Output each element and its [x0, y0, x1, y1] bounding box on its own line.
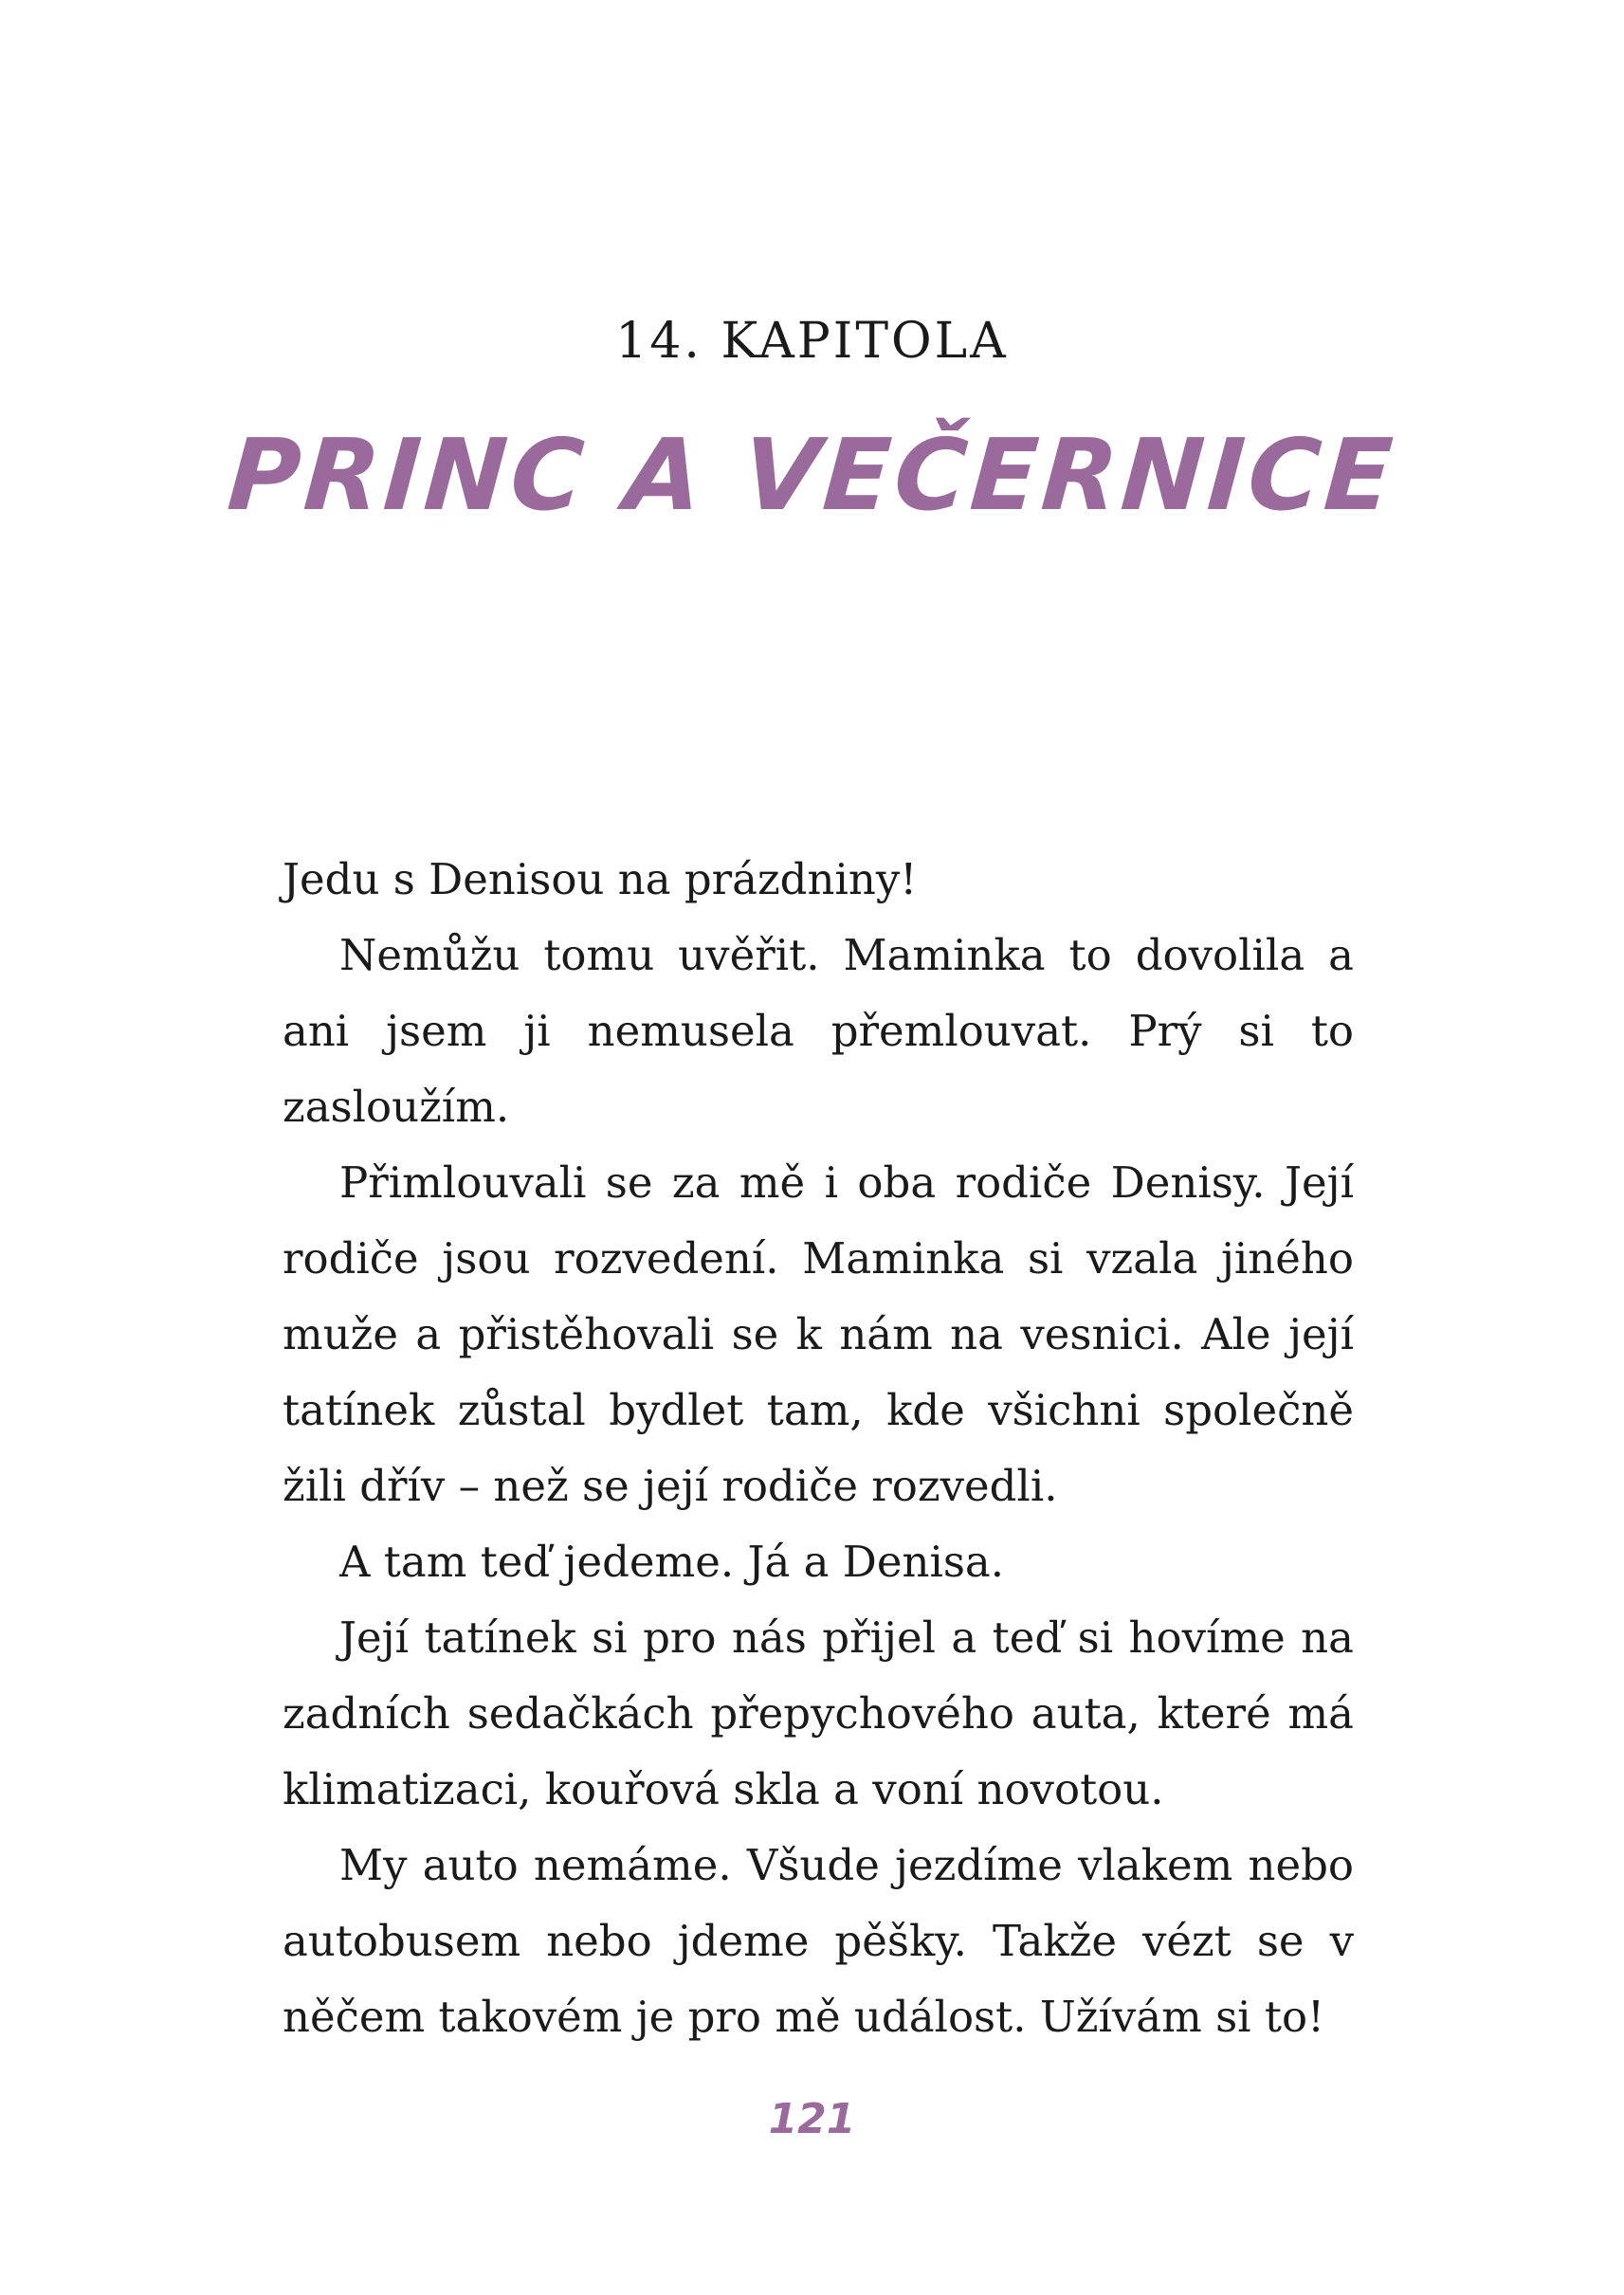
paragraph: Jedu s Denisou na prázdniny!: [283, 854, 918, 904]
paragraph: Přimlouvali se za mě i oba rodiče Denisy. Její rodiče jsou rozvedení. Maminka si vzala jiného muže a přistěhovali se k nám na vesnici. Ale její tatínek zůstal bydlet tam, kde všichni společně žili dřív – než se její rodiče rozvedli.: [283, 1157, 1354, 1511]
page-number: 121: [768, 2095, 856, 2143]
paragraph: Nemůžu tomu uvěřit. Maminka to dovolila a ani jsem ji nemusela přemlouvat. Prý si to zasloužím.: [283, 930, 1354, 1132]
chapter-title: PRINC A VEČERNICE: [224, 417, 1400, 533]
paragraph: A tam teď jedeme. Já a Denisa.: [339, 1537, 1005, 1587]
chapter-body: [283, 842, 1354, 2055]
paragraph: My auto nemáme. Všude jezdíme vlakem nebo autobusem nebo jdeme pěšky. Takže vézt se v něčem takovém je pro mě událost. Užívám si to!: [283, 1840, 1354, 2042]
paragraph: Její tatínek si pro nás přijel a teď si hovíme na zadních sedačkách přepychového auta, které má klimatizaci, kouřová skla a voní novotou.: [283, 1612, 1354, 1814]
chapter-number: 14. KAPITOLA: [615, 313, 1009, 370]
